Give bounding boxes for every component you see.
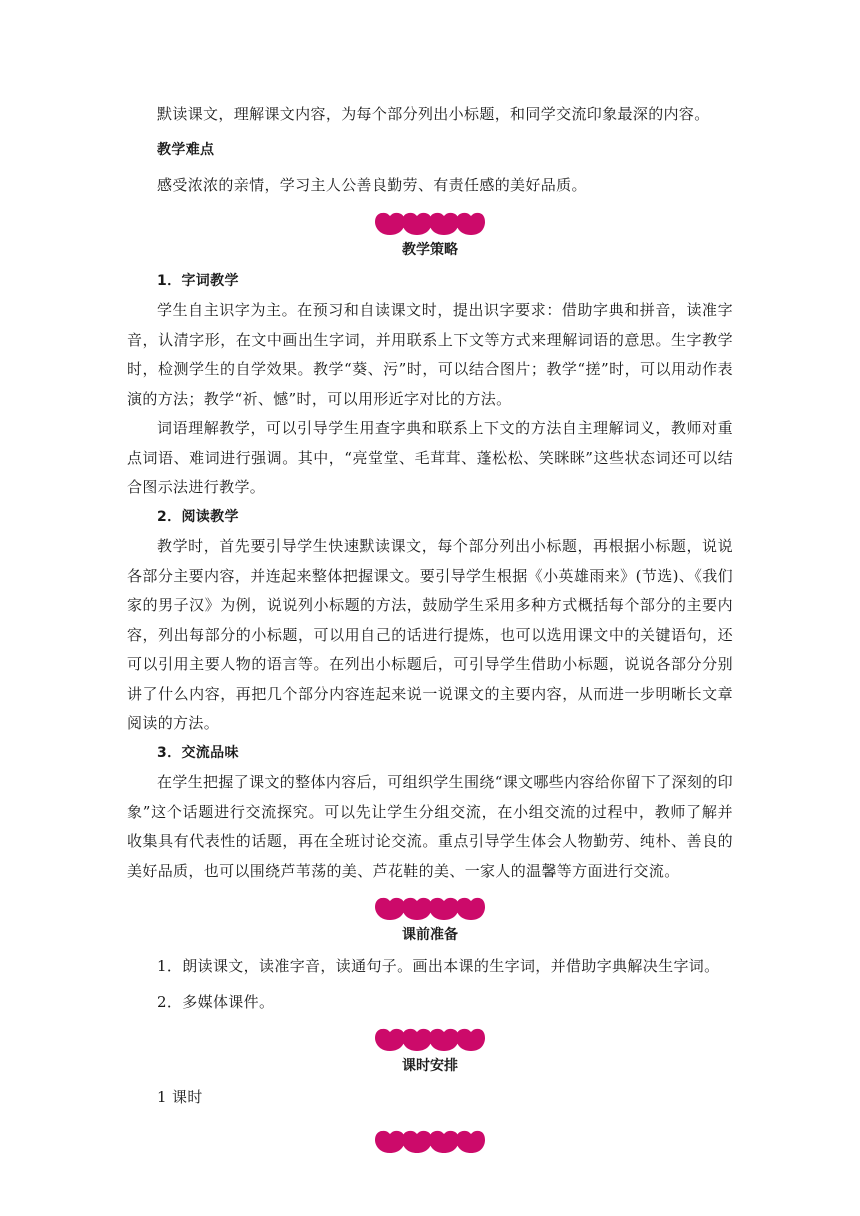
strategy-paragraph: 教学时，首先要引导学生快速默读课文，每个部分列出小标题，再根据小标题，说说各部分主要内容，并连起来整体把握课文。要引导学生根据《小英雄雨来》(节选)、《我们家的男子汉》为例，说说列小标题的方法，鼓励学生采用多种方式概括每个部分的主要内容，列出每部分的小标题，可以用自己的话进行提炼，也可以选用课文中的关键语句，还可以引用主要人物的语言等。在列出小标题后，可引导学生借助小标题，说说各部分分别讲了什么内容，再把几个部分内容连起来说一说课文的主要内容，从而进一步明晰长文章阅读的方法。 — [127, 537, 733, 732]
difficulty-heading: 教学难点 — [157, 141, 215, 158]
divider-ornament — [375, 211, 485, 237]
difficulty-paragraph: 感受浓浓的亲情，学习主人公善良勤劳、有责任感的美好品质。 — [157, 176, 587, 194]
schedule-title: 课时安排 — [402, 1058, 458, 1074]
strategy-heading-1: 1．字词教学 — [157, 272, 239, 289]
strategy-paragraph: 词语理解教学，可以引导学生用查字典和联系上下文的方法自主理解词义，教师对重点词语、难词进行强调。其中，“亮堂堂、毛茸茸、蓬松松、笑眯眯”这些状态词还可以结合图示法进行教学。 — [127, 419, 733, 496]
preparation-item: 2．多媒体课件。 — [157, 992, 275, 1011]
schedule-text: 1 课时 — [157, 1088, 203, 1106]
strategy-title: 教学策略 — [402, 241, 458, 258]
preparation-title: 课前准备 — [402, 927, 458, 943]
document-content — [127, 100, 733, 1155]
divider-ornament — [375, 1027, 485, 1053]
strategy-paragraph: 学生自主识字为主。在预习和自读课文时，提出识字要求：借助字典和拼音，读准字音，认清字形，在文中画出生字词，并用联系上下文等方式来理解词语的意思。生字教学时，检测学生的自学效果。教学“葵、污”时，可以结合图片；教学“搓”时，可以用动作表演的方法；教学“祈、憾”时，可以用形近字对比的方法。 — [127, 301, 733, 408]
preparation-item: 1．朗读课文，读准字音，读通句子。画出本课的生字词，并借助字典解决生字词。 — [157, 957, 720, 975]
section-divider — [127, 211, 733, 237]
divider-ornament — [375, 896, 485, 922]
section-divider — [127, 896, 733, 922]
strategy-paragraph: 在学生把握了课文的整体内容后，可组织学生围绕“课文哪些内容给你留下了深刻的印象”这个话题进行交流探究。可以先让学生分组交流，在小组交流的过程中，教师了解并收集具有代表性的话题，再在全班讨论交流。重点引导学生体会人物勤劳、纯朴、善良的美好品质，也可以围绕芦苇荡的美、芦花鞋的美、一家人的温馨等方面进行交流。 — [127, 773, 733, 880]
strategy-heading-3: 3．交流品味 — [157, 744, 239, 761]
intro-paragraph: 默读课文，理解课文内容，为每个部分列出小标题，和同学交流印象最深的内容。 — [157, 105, 710, 123]
strategy-heading-2: 2．阅读教学 — [157, 508, 239, 525]
section-divider — [127, 1027, 733, 1053]
section-divider — [127, 1129, 733, 1155]
divider-ornament — [375, 1129, 485, 1155]
